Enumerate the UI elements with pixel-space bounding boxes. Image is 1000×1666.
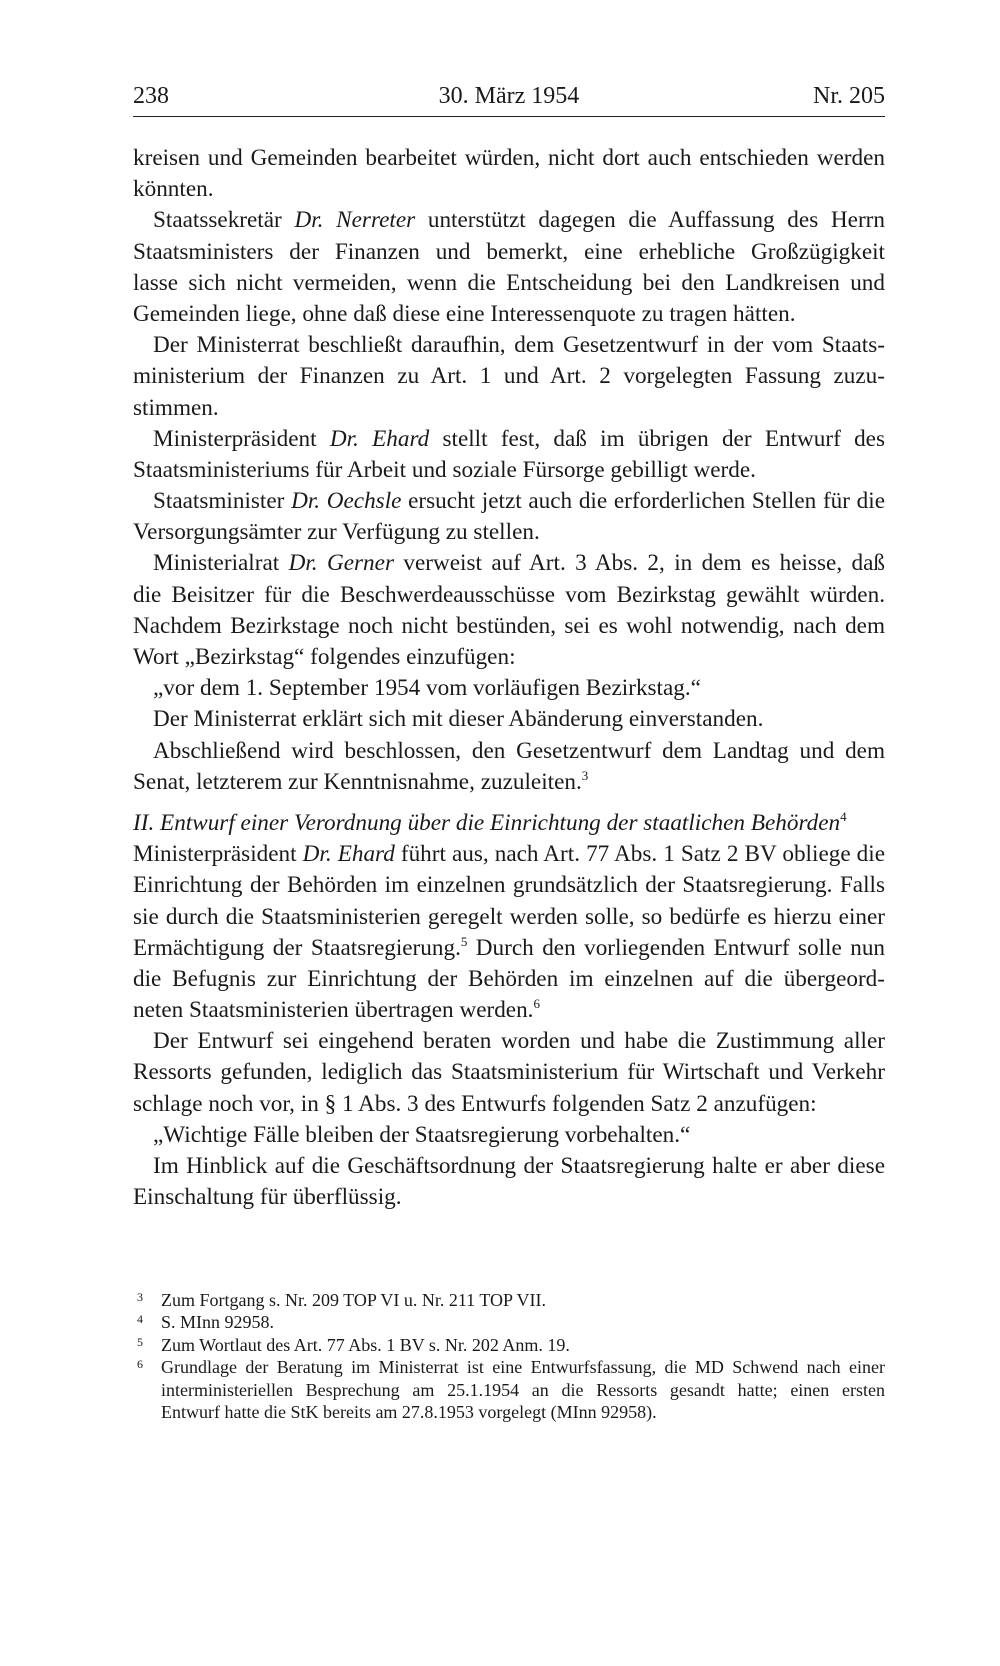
text-line: Einschaltung für überflüssig. <box>133 1184 402 1211</box>
paragraph <box>133 1151 885 1213</box>
footnote-text: Zum Wortlaut des Art. 77 Abs. 1 BV s. Nr. 202 Anm. 19. <box>161 1334 570 1355</box>
paragraph <box>133 1026 885 1120</box>
person-name: Dr. Ehard <box>329 425 430 452</box>
paragraph: Der Ministerrat erklärt sich mit dieser Abänderung einverstanden. <box>153 706 764 733</box>
footnote-text: Grundlage der Beratung im Ministerrat ist eine Entwurfsfassung, die MD Schwend nach einer <box>161 1357 885 1378</box>
text-line <box>133 424 885 455</box>
person-name: Dr. Ehard <box>302 841 395 868</box>
paragraph <box>133 143 885 205</box>
text-line: Wort „Bezirkstag“ folgendes einzufügen: <box>133 644 516 670</box>
text-span: Durch den vorliegenden Entwurf solle nun <box>467 934 886 961</box>
paragraph <box>133 736 885 798</box>
text-line <box>133 933 885 964</box>
paragraph <box>133 330 885 424</box>
page-number: 238 <box>133 83 169 109</box>
text-line: Gemeinden liege, ohne daß diese eine Interessenquote zu tragen hätten. <box>133 300 796 327</box>
paragraph <box>133 548 885 673</box>
paragraph <box>133 839 885 1026</box>
text-line: stimmen. <box>133 394 219 421</box>
person-name: Dr. Oechsle <box>291 488 402 515</box>
text-span: Ministerialrat <box>153 550 289 577</box>
text-span: Ministerpräsident <box>133 841 303 868</box>
section-title: II. Entwurf einer Verordnung über die Einrichtung der staatlichen Behörden <box>133 809 841 836</box>
text-line: Abschließend wird beschlossen, den Gesetzentwurf dem Landtag und dem <box>153 737 885 764</box>
text-line: Versorgungsämter zur Verfügung zu stellen. <box>133 519 540 546</box>
text-span: Ministerpräsident <box>153 425 330 452</box>
footnote-text: Entwurf hatte die StK bereits am 27.8.1953 vorgelegt (MInn 92958). <box>161 1401 657 1422</box>
footnote-text: interministeriellen Besprechung am 25.1.1954 an die Ressorts gesandt hatte; einen ersten <box>161 1379 885 1400</box>
text-line: Der Ministerrat beschließt daraufhin, dem Gesetzentwurf in der vom Staats- <box>153 332 885 359</box>
footnote-marker: 5 <box>137 1334 143 1349</box>
text-line: Der Entwurf sei eingehend beraten worden und habe die Zustimmung aller <box>153 1028 885 1055</box>
text-line <box>133 486 885 517</box>
footnote-ref[interactable]: 4 <box>840 808 847 824</box>
main-text <box>133 143 885 1213</box>
text-span: verweist auf Art. 3 Abs. 2, in dem es heisse, daß <box>393 550 885 577</box>
footnote-text: Zum Fortgang s. Nr. 209 TOP VI u. Nr. 211 TOP VII. <box>161 1290 547 1310</box>
text-line: sie durch die Staatsministerien geregelt werden solle, so bedürfe es hierzu einer <box>133 903 885 930</box>
person-name: Dr. Nerreter <box>294 207 416 234</box>
text-line: Staatsministeriums für Arbeit und soziale Fürsorge gebilligt werde. <box>133 456 756 483</box>
footnote-marker: 6 <box>137 1357 143 1372</box>
paragraph <box>133 424 885 486</box>
person-name: Dr. Gerner <box>288 550 394 577</box>
footnote-ref[interactable]: 5 <box>460 933 468 949</box>
text-span: Staatssekretär <box>153 207 295 234</box>
section-heading <box>133 808 885 839</box>
text-line: kreisen und Gemeinden bearbeitet würden, nicht dort auch entschieden werden <box>133 145 885 171</box>
text-line: die Beisitzer für die Beschwerdeausschüsse vom Bezirkstag gewählt würden. <box>133 581 885 608</box>
quoted-insertion: „vor dem 1. September 1954 vom vorläufigen Bezirkstag.“ <box>153 675 701 702</box>
document-number: Nr. 205 <box>813 83 885 109</box>
text-line: ministerium der Finanzen zu Art. 1 und Art. 2 vorgelegten Fassung zuzu- <box>133 363 885 390</box>
paragraph <box>133 486 885 548</box>
text-line: Nachdem Bezirkstage noch nicht bestünden, sei es wohl notwendig, nach dem <box>133 612 885 639</box>
text-line <box>133 839 885 870</box>
footnote-marker: 3 <box>137 1290 143 1304</box>
text-line: Ressorts gefunden, lediglich das Staatsministerium für Wirtschaft und Verkehr <box>133 1059 885 1086</box>
text-line: schlage noch vor, in § 1 Abs. 3 des Entwurfs folgenden Satz 2 anzufügen: <box>133 1090 817 1117</box>
text-line: lasse sich nicht vermeiden, wenn die Entscheidung bei den Landkreisen und <box>133 269 885 296</box>
text-line: Im Hinblick auf die Geschäftsordnung der Staatsregierung halte er aber diese <box>153 1153 885 1179</box>
text-line <box>133 548 885 579</box>
footnote-ref[interactable]: 3 <box>581 767 589 783</box>
text-span: neten Staatsministerien übertragen werden. <box>133 997 534 1024</box>
text-span: ersucht jetzt auch die erforderlichen Stellen für die <box>401 488 885 515</box>
text-line: die Befugnis zur Einrichtung der Behörden im einzelnen auf die übergeord- <box>133 965 885 992</box>
text-span: stellt fest, daß im übrigen der Entwurf des <box>429 425 885 452</box>
footnote-ref[interactable]: 6 <box>533 996 540 1012</box>
quoted-insertion: „Wichtige Fälle bleiben der Staatsregierung vorbehalten.“ <box>153 1121 691 1148</box>
text-span: führt aus, nach Art. 77 Abs. 1 Satz 2 BV obliege die <box>394 841 886 868</box>
text-line <box>133 995 885 1026</box>
footnote-text: S. MInn 92958. <box>161 1312 275 1333</box>
text-line <box>133 767 885 798</box>
paragraph <box>133 205 885 330</box>
text-line: könnten. <box>133 176 214 203</box>
footnote <box>133 1334 885 1356</box>
footnotes <box>133 1289 885 1423</box>
text-line <box>133 205 885 236</box>
footnote <box>133 1356 885 1423</box>
footnote <box>133 1311 885 1333</box>
text-line: Staatsministers der Finanzen und bemerkt, eine erhebliche Großzügigkeit <box>133 238 885 265</box>
footnote <box>133 1289 885 1311</box>
running-header <box>133 83 885 115</box>
text-span: unterstützt dagegen die Auffassung des Herrn <box>415 207 885 234</box>
footnote-marker: 4 <box>137 1312 143 1327</box>
text-line: Einrichtung der Behörden im einzelnen grundsätzlich der Staatsregierung. Falls <box>133 872 885 899</box>
text-span: Senat, letzterem zur Kenntnisnahme, zuzuleiten. <box>133 768 582 795</box>
text-span: Ermächtigung der Staatsregierung. <box>133 934 461 961</box>
header-rule <box>133 116 885 117</box>
text-span: Staatsminister <box>153 488 292 515</box>
header-date: 30. März 1954 <box>438 83 580 109</box>
